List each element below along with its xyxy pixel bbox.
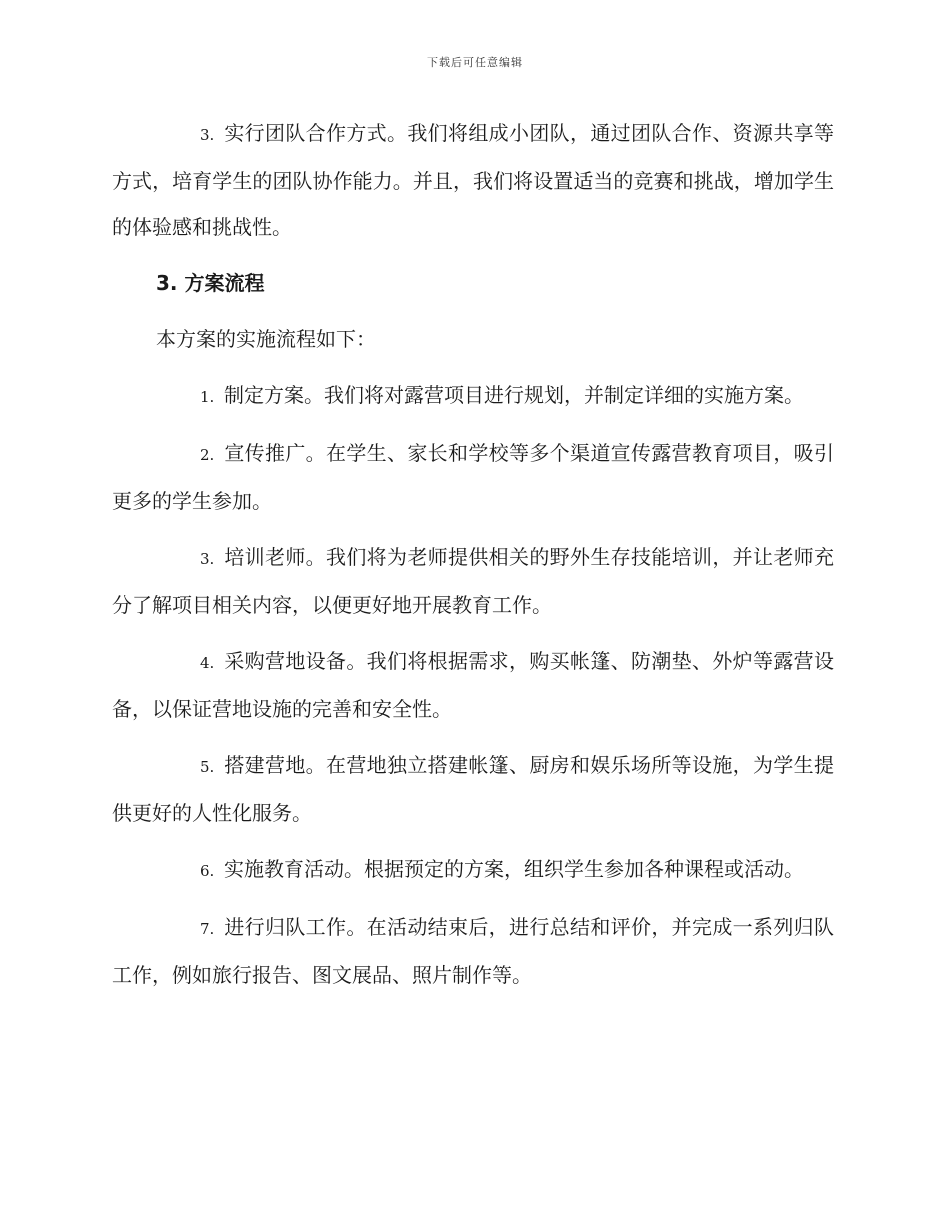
list-item [112,638,834,732]
list-item [112,846,834,894]
list-item-number: 6. [200,862,215,880]
list-item-number: 1. [200,388,215,406]
list-item-text: 搭建营地。在营地独立搭建帐篷、厨房和娱乐场所等设施，为学生提供更好的人性化服务。 [112,753,834,825]
list-item-number: 4. [200,654,215,672]
list-item [112,904,834,998]
list-item-number: 7. [200,920,215,938]
list-item-text: 实行团队合作方式。我们将组成小团队，通过团队合作、资源共享等方式，培育学生的团队协作能力。并且，我们将设置适当的竞赛和挑战，增加学生的体验感和挑战性。 [112,121,834,239]
list-item-text: 制定方案。我们将对露营项目进行规划，并制定详细的实施方案。 [224,383,804,407]
list-item [112,372,834,420]
page-header: 下载后可任意编辑 [427,56,523,69]
list-item-text: 进行归队工作。在活动结束后，进行总结和评价，并完成一系列归队工作，例如旅行报告、图文展品、照片制作等。 [112,915,834,987]
list-item-number: 5. [200,758,215,776]
document-body [112,110,834,1008]
list-item-text: 实施教育活动。根据预定的方案，组织学生参加各种课程或活动。 [224,857,804,881]
section-heading: 3. 方案流程 [156,271,265,295]
list-item-text: 采购营地设备。我们将根据需求，购买帐篷、防潮垫、外炉等露营设备，以保证营地设施的完善和安全性。 [112,649,834,721]
list-item [112,110,834,250]
list-item [112,534,834,628]
list-item-number: 3. [200,550,215,568]
list-item [112,742,834,836]
list-item-text: 培训老师。我们将为老师提供相关的野外生存技能培训，并让老师充分了解项目相关内容，以便更好地开展教育工作。 [112,545,834,617]
list-item-text: 宣传推广。在学生、家长和学校等多个渠道宣传露营教育项目，吸引更多的学生参加。 [112,441,834,513]
list-item-number: 2. [200,446,215,464]
section-intro: 本方案的实施流程如下： [156,327,376,351]
list-item-number: 3. [200,126,215,144]
list-item [112,430,834,524]
